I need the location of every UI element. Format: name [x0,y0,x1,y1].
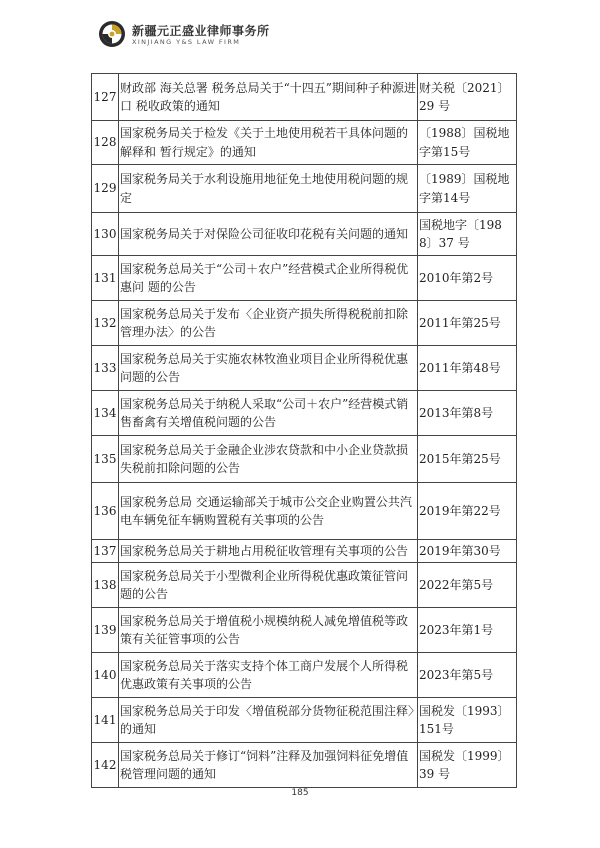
row-number: 131 [92,256,119,301]
table-row [92,346,517,391]
document-title: 国家税务总局关于发布〈企业资产损失所得税税前扣除管理办法〉的公告 [119,301,418,346]
row-number: 130 [92,213,119,256]
document-title: 国家税务总局关于“公司＋农户”经营模式企业所得税优惠问 题的公告 [119,256,418,301]
firm-name-en: XINJIANG Y&S LAW FIRM [132,38,241,46]
table-row [92,165,517,213]
table-row [92,563,517,608]
document-title: 国家税务总局关于耕地占用税征收管理有关事项的公告 [119,540,418,563]
document-number: 财关税〔2021〕29 号 [418,74,517,121]
table-row [92,256,517,301]
document-number: 2023年第1号 [418,608,517,653]
document-title: 国家税务总局关于落实支持个体工商户发展个人所得税优惠政策有关事项的公告 [119,653,418,698]
document-number: 国税发〔1993〕151号 [418,698,517,743]
document-title: 国家税务局关于检发《关于土地使用税若干具体问题的解释和 暂行规定》的通知 [119,121,418,165]
table-row [92,698,517,743]
document-number: 2022年第5号 [418,563,517,608]
row-number: 137 [92,540,119,563]
firm-logo-icon [98,20,126,48]
row-number: 128 [92,121,119,165]
document-number: 2013年第8号 [418,391,517,436]
document-number: 2011年第48号 [418,346,517,391]
document-title: 国家税务总局关于修订“饲料”注释及加强饲料征免增值税管理问题的通知 [119,743,418,788]
row-number: 133 [92,346,119,391]
row-number: 140 [92,653,119,698]
table-row [92,391,517,436]
firm-name-cn: 新疆元正盛业律师事务所 [132,24,270,38]
document-number: 2011年第25号 [418,301,517,346]
row-number: 142 [92,743,119,788]
page-number: 185 [291,788,309,798]
document-number: 2015年第25号 [418,436,517,483]
row-number: 136 [92,483,119,540]
document-number: 2023年第5号 [418,653,517,698]
row-number: 141 [92,698,119,743]
document-title: 国家税务总局关于小型微利企业所得税优惠政策征管问题的公告 [119,563,418,608]
row-number: 135 [92,436,119,483]
document-number: 〔1988〕国税地字第15号 [418,121,517,165]
table-row [92,540,517,563]
table-row [92,608,517,653]
document-title: 国家税务总局关于纳税人采取“公司＋农户”经营模式销售畜禽有关增值税问题的公告 [119,391,418,436]
table-row [92,121,517,165]
document-title: 国家税务总局关于实施农林牧渔业项目企业所得税优惠问题的公告 [119,346,418,391]
table-row [92,213,517,256]
row-number: 138 [92,563,119,608]
row-number: 134 [92,391,119,436]
document-number: 2019年第30号 [418,540,517,563]
document-number: 〔1989〕国税地字第14号 [418,165,517,213]
row-number: 127 [92,74,119,121]
row-number: 132 [92,301,119,346]
table-row [92,743,517,788]
document-title: 国家税务总局关于印发〈增值税部分货物征税范围注释〉的通知 [119,698,418,743]
document-title: 国家税务总局 交通运输部关于城市公交企业购置公共汽电车辆免征车辆购置税有关事项的公告 [119,483,418,540]
document-number: 2010年第2号 [418,256,517,301]
document-number: 国税地字〔1988〕37 号 [418,213,517,256]
row-number: 129 [92,165,119,213]
row-number: 139 [92,608,119,653]
table-row [92,436,517,483]
table-row [92,653,517,698]
document-title: 国家税务总局关于金融企业涉农贷款和中小企业贷款损失税前扣除问题的公告 [119,436,418,483]
regulation-table [91,73,517,788]
document-title: 国家税务局关于对保险公司征收印花税有关问题的通知 [119,213,418,256]
table-row [92,74,517,121]
document-number: 国税发〔1999〕39 号 [418,743,517,788]
document-number: 2019年第22号 [418,483,517,540]
document-title: 国家税务局关于水利设施用地征免土地使用税问题的规定 [119,165,418,213]
document-title: 财政部 海关总署 税务总局关于“十四五”期间种子种源进口 税收政策的通知 [119,74,418,121]
table-row [92,301,517,346]
document-title: 国家税务总局关于增值税小规模纳税人减免增值税等政策有关征管事项的公告 [119,608,418,653]
table-row [92,483,517,540]
